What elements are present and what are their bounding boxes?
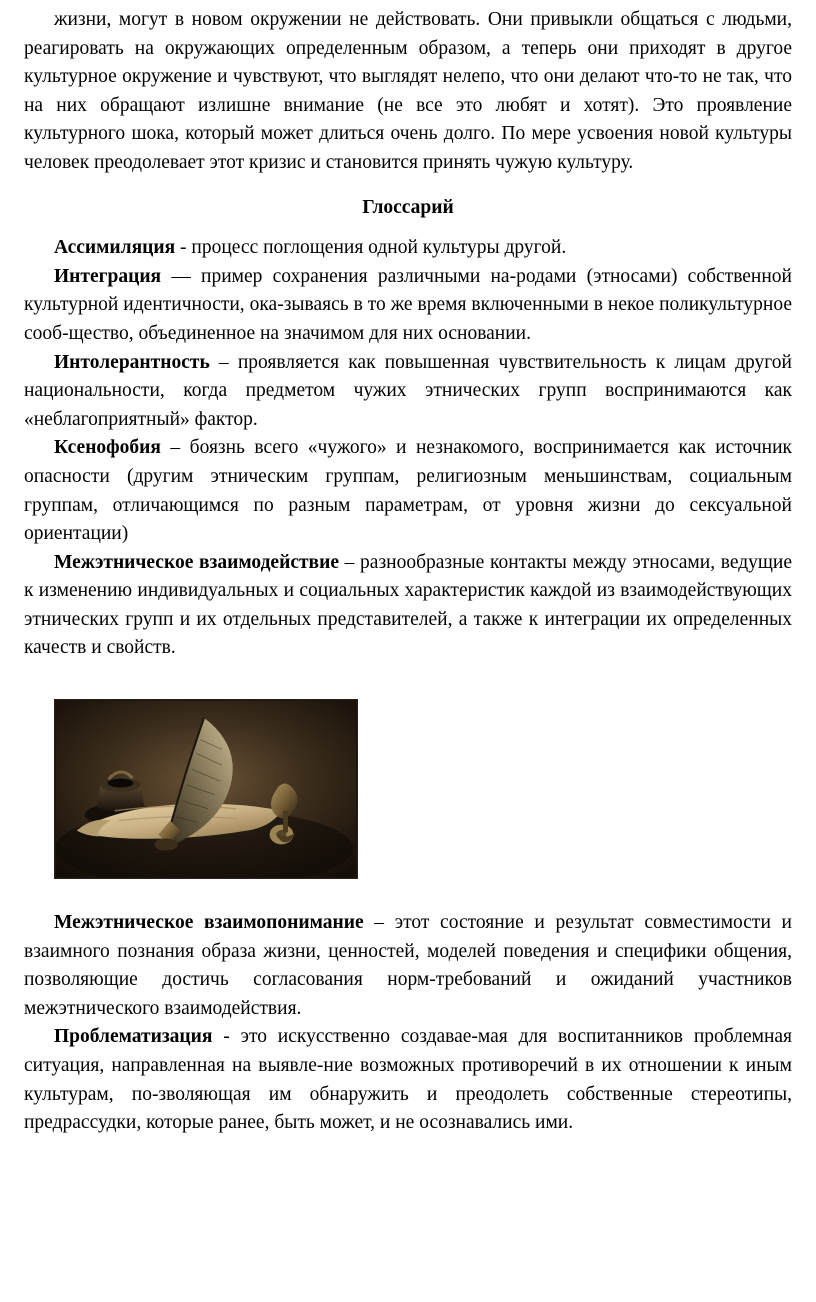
glossary-term: Межэтническое взаимопонимание bbox=[54, 912, 364, 934]
glossary-term: Ассимиляция bbox=[54, 237, 176, 259]
glossary-definition: – разнообразные контакты между этносами, ведущие к изменению индивидуальных и социальных характеристик каждой из взаимодействующих этнических групп и их отдельных представителей, а также к интеграции их определенных качеств и свойств. bbox=[24, 551, 793, 659]
glossary-entry bbox=[24, 234, 792, 263]
section-heading-glossary: Глоссарий bbox=[362, 196, 454, 218]
glossary-definition: - процесс поглощения одной культуры другой. bbox=[175, 237, 567, 259]
quill-and-scroll-illustration bbox=[54, 699, 358, 879]
glossary-entry bbox=[24, 909, 792, 1023]
glossary-entry bbox=[24, 549, 792, 663]
glossary-entry bbox=[24, 349, 792, 435]
glossary-definition: — пример сохранения различными на-родами (этносами) собственной культурной идентичности, ока-зываясь в то же время включенными в некое поликультурное сооб-щество, объединенное на значимом для них основании. bbox=[24, 265, 792, 344]
figure-block bbox=[54, 699, 358, 879]
glossary-definition: - это искусственно создавае-мая для воспитанников проблемная ситуация, направленная на выявле-ние возможных противоречий в их отношении к иным культурам, по-зволяющая им обнаружить и преодолеть собственные стереотипы, предрассудки, которые ранее, быть может, и не осознавались ими. bbox=[24, 1026, 792, 1134]
glossary-entry bbox=[24, 263, 792, 349]
glossary-definition: – проявляется как повышенная чувствительность к лицам другой национальности, когда предметом чужих этнических групп воспринимаются как «неблагоприятный» фактор. bbox=[24, 351, 792, 430]
glossary-definition: – этот состояние и результат совместимости и взаимного познания образа жизни, ценностей, моделей поведения и специфики общения, позволяющие достичь согласования норм-требований и ожиданий участников межэтнического взаимодействия. bbox=[24, 912, 792, 1019]
glossary-term: Интеграция bbox=[54, 265, 162, 287]
glossary-definition: – боязнь всего «чужого» и незнакомого, воспринимается как источник опасности (другим этническим группам, религиозным меньшинствам, социальным группам, отличающимся по разным параметрам, от уровня жизни до сексуальной ориентации) bbox=[24, 437, 792, 545]
glossary-term: Межэтническое взаимодействие bbox=[54, 551, 339, 573]
glossary-term: Интолерантность bbox=[54, 351, 210, 373]
glossary-entry bbox=[24, 1023, 792, 1137]
glossary-term: Проблематизация bbox=[54, 1026, 213, 1048]
glossary-term: Ксенофобия bbox=[54, 437, 161, 459]
body-paragraph-intro: жизни, могут в новом окружении не действовать. Они привыкли общаться с людьми, реагировать на окружающих определенным образом, а теперь они приходят в другое культурное окружение и чувствуют, что выглядят нелепо, что они делают что-то не так, что на них обращают излишне внимание (не все это любят и хотят). Это проявление культурного шока, который может длиться очень долго. По мере усвоения новой культуры человек преодолевает этот кризис и становится принять чужую культуру. bbox=[24, 9, 792, 173]
glossary-entry bbox=[24, 434, 792, 548]
